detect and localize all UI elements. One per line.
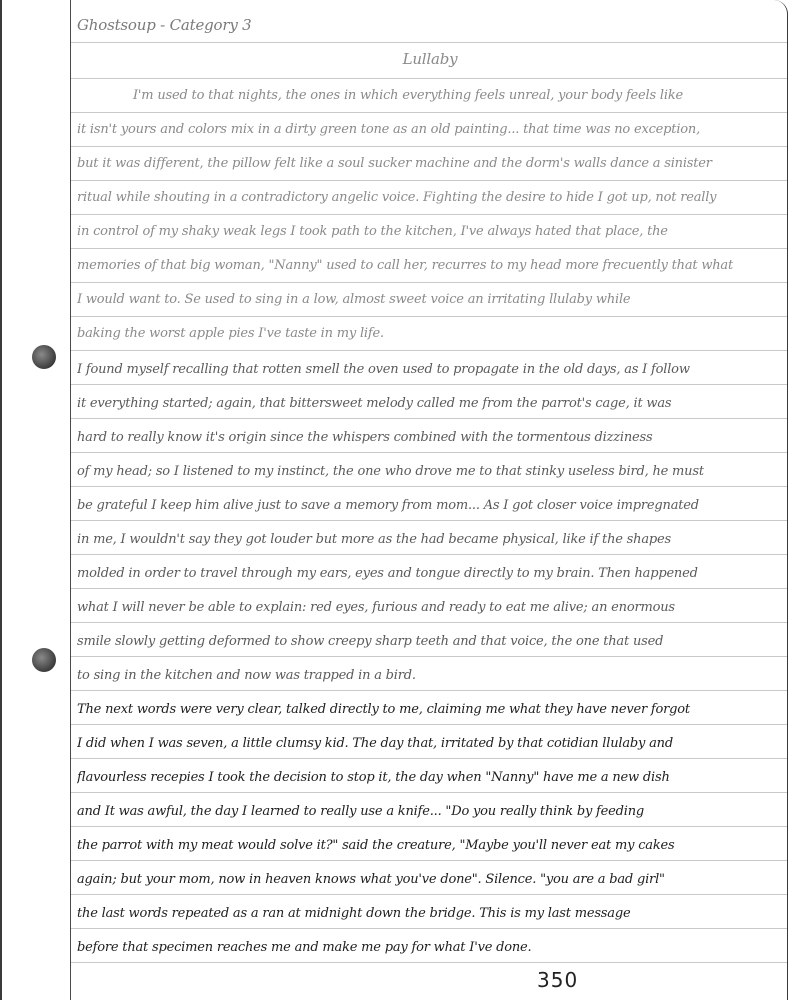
story-line: again; but your mom, now in heaven knows what you've done". Silence. "you are a bad girl": [77, 872, 665, 887]
story-title: Lullaby: [402, 50, 458, 68]
story-line: I did when I was seven, a little clumsy kid. The day that, irritated by that cotidian llulaby and: [77, 736, 673, 751]
story-line: and It was awful, the day I learned to really use a knife... "Do you really think by feeding: [77, 804, 645, 819]
story-line: it isn't yours and colors mix in a dirty green tone as an old painting... that time was no exception,: [77, 122, 701, 137]
story-line: hard to really know it's origin since the whispers combined with the tormentous dizziness: [77, 430, 653, 445]
story-line: in me, I wouldn't say they got louder but more as the had became physical, like if the shapes: [77, 532, 671, 547]
story-line: I found myself recalling that rotten smell the oven used to propagate in the old days, as I follow: [77, 362, 690, 377]
story-line: to sing in the kitchen and now was trapped in a bird.: [77, 668, 416, 683]
binder-hole-top: [32, 345, 56, 369]
story-line: ritual while shouting in a contradictory angelic voice. Fighting the desire to hide I got up, not really: [77, 190, 717, 205]
story-line: The next words were very clear, talked directly to me, claiming me what they have never forgot: [77, 702, 690, 717]
story-line: be grateful I keep him alive just to save a memory from mom... As I got closer voice impregnated: [77, 498, 699, 513]
story-line: but it was different, the pillow felt like a soul sucker machine and the dorm's walls dance a sinister: [77, 156, 712, 171]
story-line: baking the worst apple pies I've taste in my life.: [77, 326, 384, 341]
story-line: memories of that big woman, "Nanny" used to call her, recurres to my head more frecuently that what: [77, 258, 734, 273]
story-line: in control of my shaky weak legs I took path to the kitchen, I've always hated that place, the: [77, 224, 668, 239]
story-line: the last words repeated as a ran at midnight down the bridge. This is my last message: [77, 906, 631, 921]
story-line: what I will never be able to explain: red eyes, furious and ready to eat me alive; an enormous: [77, 600, 675, 615]
page-number: 350: [537, 968, 579, 992]
story-line: it everything started; again, that bittersweet melody called me from the parrot's cage, it was: [77, 396, 672, 411]
story-line: of my head; so I listened to my instinct, the one who drove me to that stinky useless bird, he must: [77, 464, 704, 479]
story-line: I'm used to that nights, the ones in which everything feels unreal, your body feels like: [133, 88, 683, 103]
binder-hole-bottom: [32, 648, 56, 672]
story-line: the parrot with my meat would solve it?" said the creature, "Maybe you'll never eat my cakes: [77, 838, 675, 853]
story-line: molded in order to travel through my ears, eyes and tongue directly to my brain. Then happened: [77, 566, 698, 581]
story-line: smile slowly getting deformed to show creepy sharp teeth and that voice, the one that used: [77, 634, 664, 649]
lined-paper: [70, 0, 788, 1000]
story-line: before that specimen reaches me and make me pay for what I've done.: [77, 940, 532, 955]
story-line: I would want to. Se used to sing in a low, almost sweet voice an irritating llulaby while: [77, 292, 631, 307]
story-line: flavourless recepies I took the decision to stop it, the day when "Nanny" have me a new dish: [77, 770, 670, 785]
page-header: Ghostsoup - Category 3: [77, 16, 252, 34]
